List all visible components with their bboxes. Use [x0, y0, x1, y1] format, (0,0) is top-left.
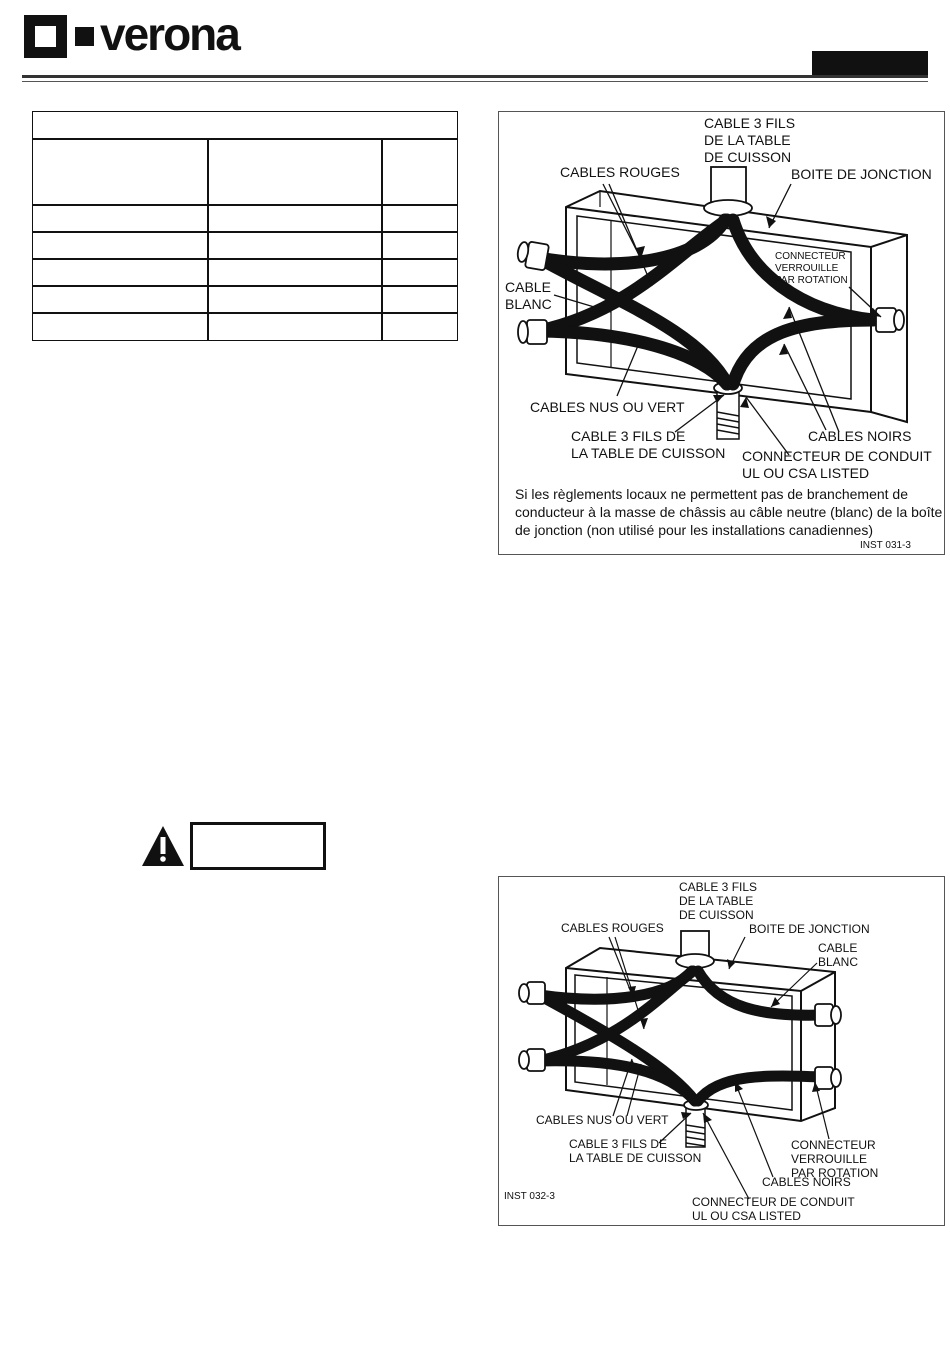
label-cable-3-fils-bottom: CABLE 3 FILS DE LA TABLE DE CUISSON — [571, 428, 726, 461]
figure-junction-box-2 — [498, 876, 945, 1226]
brand-wordmark: verona — [100, 8, 239, 60]
label2-boite-de-jonction: BOITE DE JONCTION — [749, 922, 870, 936]
label2-cables-rouges: CABLES ROUGES — [561, 921, 664, 935]
warning-label-box — [190, 822, 326, 870]
label-cables-noirs: CABLES NOIRS — [808, 428, 912, 444]
figure1-note: Si les règlements locaux ne permettent pas de branchement de conducteur à la masse de châssis au câble neutre (blanc) de la boîte de jonction (non utilisé pour les installations canadiennes) — [515, 486, 943, 538]
label2-connecteur-de-conduit: CONNECTEUR DE CONDUIT UL OU CSA LISTED — [692, 1195, 855, 1223]
label-connecteur-verrouille: CONNECTEUR VERROUILLE PAR ROTATION — [775, 251, 848, 286]
figure2-code: INST 032-3 — [504, 1191, 555, 1202]
warning-triangle-icon — [140, 824, 186, 868]
label2-cable-blanc: CABLE BLANC — [818, 941, 859, 969]
label-cables-nus-ou-vert: CABLES NUS OU VERT — [530, 399, 685, 415]
label-cable-blanc: CABLE BLANC — [505, 279, 552, 312]
label2-cables-noirs: CABLES NOIRS — [762, 1175, 851, 1189]
label2-cable-3-fils-top: CABLE 3 FILS DE LA TABLE DE CUISSON — [679, 880, 758, 922]
label-cable-3-fils-top: CABLE 3 FILS DE LA TABLE DE CUISSON — [704, 115, 796, 165]
label-cables-rouges: CABLES ROUGES — [560, 164, 680, 180]
label2-connecteur-verrouille: CONNECTEUR VERROUILLE PAR ROTATION — [791, 1138, 879, 1180]
header-tab — [812, 51, 928, 75]
specs-table — [32, 111, 458, 341]
brand-logo-square — [24, 15, 67, 58]
label-connecteur-de-conduit: CONNECTEUR DE CONDUIT UL OU CSA LISTED — [742, 448, 932, 481]
header-rule-thin — [22, 81, 928, 82]
label-boite-de-jonction: BOITE DE JONCTION — [791, 166, 932, 182]
brand-logo-small-square — [75, 27, 94, 46]
figure-junction-box-1 — [498, 111, 945, 555]
label2-cable-3-fils-bottom: CABLE 3 FILS DE LA TABLE DE CUISSON — [569, 1137, 702, 1165]
label2-cables-nus-ou-vert: CABLES NUS OU VERT — [536, 1113, 669, 1127]
header-rule — [22, 75, 928, 78]
figure1-code: INST 031-3 — [860, 540, 911, 551]
